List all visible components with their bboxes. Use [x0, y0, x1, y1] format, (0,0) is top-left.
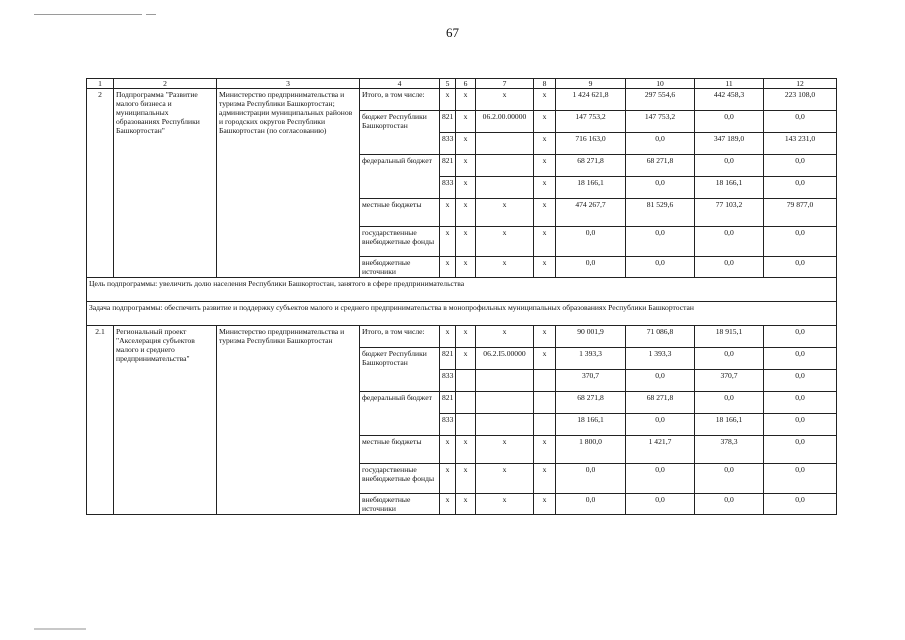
cell-year1: 0,0 — [626, 227, 695, 257]
table-row — [87, 326, 837, 348]
cell-year1: 71 086,8 — [626, 326, 695, 348]
cell-col6: х — [456, 89, 476, 111]
cell-grbs: 821 — [440, 392, 456, 414]
item-name: Региональный проект "Акселерация субъектов малого и среднего предпринимательства" — [114, 326, 217, 515]
cell-col8: х — [534, 436, 556, 464]
page-number: 67 — [446, 25, 459, 40]
cell-year3: 0,0 — [764, 436, 837, 464]
item-number: 2.1 — [87, 326, 114, 515]
cell-total: 147 753,2 — [556, 111, 626, 133]
cell-kbk: х — [476, 326, 534, 348]
cell-col6: х — [456, 227, 476, 257]
funding-source: государственные внебюджетные фонды — [360, 227, 440, 257]
cell-year1: 68 271,8 — [626, 392, 695, 414]
budget-table — [86, 78, 837, 515]
funding-source: Итого, в том числе: — [360, 326, 440, 348]
cell-total: 0,0 — [556, 227, 626, 257]
cell-year3: 0,0 — [764, 155, 837, 177]
cell-year3: 0,0 — [764, 227, 837, 257]
cell-grbs: х — [440, 227, 456, 257]
cell-col8: х — [534, 257, 556, 278]
cell-total: 90 001,9 — [556, 326, 626, 348]
cell-total: 716 163,0 — [556, 133, 626, 155]
table-row — [87, 89, 837, 111]
cell-total: 18 166,1 — [556, 177, 626, 199]
cell-kbk — [476, 392, 534, 414]
scan-artifact — [146, 14, 156, 15]
cell-col6: х — [456, 494, 476, 515]
cell-col6 — [456, 392, 476, 414]
cell-year2: 18 915,1 — [695, 326, 764, 348]
cell-kbk — [476, 155, 534, 177]
cell-col6: х — [456, 257, 476, 278]
cell-col8: х — [534, 111, 556, 133]
cell-kbk: 06.2.I5.00000 — [476, 348, 534, 370]
cell-year2: 347 189,0 — [695, 133, 764, 155]
cell-kbk — [476, 177, 534, 199]
cell-grbs: 821 — [440, 111, 456, 133]
item-name: Подпрограмма "Развитие малого бизнеса и муниципальных образованиях Республики Башкортостан" — [114, 89, 217, 278]
cell-col6 — [456, 414, 476, 436]
funding-source: федеральный бюджет — [360, 392, 440, 436]
cell-kbk: х — [476, 227, 534, 257]
cell-grbs: х — [440, 257, 456, 278]
table-row — [87, 302, 837, 326]
cell-year2: 0,0 — [695, 155, 764, 177]
cell-col6: х — [456, 111, 476, 133]
funding-source: государственные внебюджетные фонды — [360, 464, 440, 494]
cell-col8: х — [534, 494, 556, 515]
cell-year1: 0,0 — [626, 414, 695, 436]
cell-kbk: х — [476, 199, 534, 227]
cell-col8 — [534, 392, 556, 414]
cell-year2: 0,0 — [695, 494, 764, 515]
cell-col8: х — [534, 155, 556, 177]
cell-kbk: 06.2.00.00000 — [476, 111, 534, 133]
cell-year2: 442 458,3 — [695, 89, 764, 111]
cell-grbs: х — [440, 494, 456, 515]
cell-col6: х — [456, 155, 476, 177]
scan-artifact — [34, 628, 86, 630]
funding-source: внебюджетные источники — [360, 257, 440, 278]
cell-col6: х — [456, 133, 476, 155]
col-header: 7 — [476, 79, 534, 89]
cell-kbk — [476, 370, 534, 392]
cell-col6: х — [456, 436, 476, 464]
cell-col6: х — [456, 199, 476, 227]
cell-total: 0,0 — [556, 494, 626, 515]
cell-year1: 0,0 — [626, 133, 695, 155]
funding-source: федеральный бюджет — [360, 155, 440, 199]
cell-total: 474 267,7 — [556, 199, 626, 227]
cell-year3: 223 108,0 — [764, 89, 837, 111]
cell-col8 — [534, 370, 556, 392]
cell-year3: 143 231,0 — [764, 133, 837, 155]
cell-year3: 0,0 — [764, 111, 837, 133]
cell-year1: 1 393,3 — [626, 348, 695, 370]
cell-year2: 0,0 — [695, 111, 764, 133]
cell-grbs: 833 — [440, 177, 456, 199]
cell-grbs: 821 — [440, 348, 456, 370]
cell-year2: 0,0 — [695, 348, 764, 370]
subprogram-task: Задача подпрограммы: обеспечить развитие и поддержку субъектов малого и среднего предпринимательства в монопрофильных муниципальных образованиях Республики Башкортостан — [87, 302, 837, 326]
cell-year2: 370,7 — [695, 370, 764, 392]
cell-grbs: 821 — [440, 155, 456, 177]
cell-col8: х — [534, 199, 556, 227]
cell-year2: 0,0 — [695, 257, 764, 278]
cell-year2: 378,3 — [695, 436, 764, 464]
cell-year1: 147 753,2 — [626, 111, 695, 133]
cell-kbk: х — [476, 436, 534, 464]
cell-grbs: х — [440, 464, 456, 494]
cell-year2: 0,0 — [695, 227, 764, 257]
item-executor: Министерство предпринимательства и туризма Республики Башкортостан — [217, 326, 360, 515]
cell-kbk: х — [476, 89, 534, 111]
cell-year3: 0,0 — [764, 348, 837, 370]
col-header: 11 — [695, 79, 764, 89]
cell-col8: х — [534, 227, 556, 257]
cell-year1: 0,0 — [626, 370, 695, 392]
cell-kbk — [476, 133, 534, 155]
col-header: 10 — [626, 79, 695, 89]
funding-source: местные бюджеты — [360, 436, 440, 464]
cell-col6 — [456, 370, 476, 392]
cell-total: 18 166,1 — [556, 414, 626, 436]
cell-col6: х — [456, 464, 476, 494]
subprogram-goal: Цель подпрограммы: увеличить долю населения Республики Башкортостан, занятого в сфере предпринимательства — [87, 278, 837, 302]
col-header: 1 — [87, 79, 114, 89]
cell-grbs: 833 — [440, 133, 456, 155]
cell-grbs: х — [440, 436, 456, 464]
cell-year1: 68 271,8 — [626, 155, 695, 177]
cell-total: 1 800,0 — [556, 436, 626, 464]
cell-total: 370,7 — [556, 370, 626, 392]
cell-year3: 79 877,0 — [764, 199, 837, 227]
cell-year3: 0,0 — [764, 392, 837, 414]
cell-total: 68 271,8 — [556, 155, 626, 177]
cell-grbs: х — [440, 199, 456, 227]
cell-kbk — [476, 414, 534, 436]
cell-grbs: 833 — [440, 414, 456, 436]
cell-total: 1 424 621,8 — [556, 89, 626, 111]
cell-year1: 0,0 — [626, 257, 695, 278]
cell-year2: 18 166,1 — [695, 414, 764, 436]
cell-col6: х — [456, 348, 476, 370]
cell-grbs: 833 — [440, 370, 456, 392]
col-header: 3 — [217, 79, 360, 89]
cell-year3: 0,0 — [764, 257, 837, 278]
funding-source: внебюджетные источники — [360, 494, 440, 515]
col-header: 6 — [456, 79, 476, 89]
cell-grbs: х — [440, 326, 456, 348]
cell-col8: х — [534, 133, 556, 155]
cell-year3: 0,0 — [764, 414, 837, 436]
cell-year2: 0,0 — [695, 392, 764, 414]
col-header: 2 — [114, 79, 217, 89]
cell-year3: 0,0 — [764, 494, 837, 515]
item-executor: Министерство предпринимательства и туризма Республики Башкортостан; администрации муниципальных районов и городских округов Республики Башкортостан (по согласованию) — [217, 89, 360, 278]
cell-year3: 0,0 — [764, 177, 837, 199]
cell-col6: х — [456, 177, 476, 199]
funding-source: бюджет Республики Башкортостан — [360, 348, 440, 392]
cell-col8: х — [534, 89, 556, 111]
cell-kbk: х — [476, 257, 534, 278]
cell-year3: 0,0 — [764, 326, 837, 348]
cell-year3: 0,0 — [764, 464, 837, 494]
cell-year2: 77 103,2 — [695, 199, 764, 227]
cell-year2: 0,0 — [695, 464, 764, 494]
cell-total: 68 271,8 — [556, 392, 626, 414]
cell-year1: 81 529,6 — [626, 199, 695, 227]
cell-total: 0,0 — [556, 257, 626, 278]
col-header: 5 — [440, 79, 456, 89]
funding-source: бюджет Республики Башкортостан — [360, 111, 440, 155]
cell-year3: 0,0 — [764, 370, 837, 392]
cell-total: 1 393,3 — [556, 348, 626, 370]
cell-total: 0,0 — [556, 464, 626, 494]
cell-grbs: х — [440, 89, 456, 111]
col-header: 12 — [764, 79, 837, 89]
cell-year1: 0,0 — [626, 177, 695, 199]
item-number: 2 — [87, 89, 114, 278]
scan-artifact — [34, 14, 142, 15]
cell-year1: 0,0 — [626, 494, 695, 515]
cell-col8: х — [534, 326, 556, 348]
cell-kbk: х — [476, 464, 534, 494]
col-header: 4 — [360, 79, 440, 89]
cell-col8 — [534, 414, 556, 436]
cell-col8: х — [534, 348, 556, 370]
col-header: 8 — [534, 79, 556, 89]
cell-year1: 297 554,6 — [626, 89, 695, 111]
header-row — [87, 79, 837, 89]
cell-year1: 1 421,7 — [626, 436, 695, 464]
cell-col8: х — [534, 464, 556, 494]
col-header: 9 — [556, 79, 626, 89]
cell-year1: 0,0 — [626, 464, 695, 494]
table-row — [87, 278, 837, 302]
cell-year2: 18 166,1 — [695, 177, 764, 199]
cell-col8: х — [534, 177, 556, 199]
funding-source: местные бюджеты — [360, 199, 440, 227]
funding-source: Итого, в том числе: — [360, 89, 440, 111]
cell-col6: х — [456, 326, 476, 348]
cell-kbk: х — [476, 494, 534, 515]
